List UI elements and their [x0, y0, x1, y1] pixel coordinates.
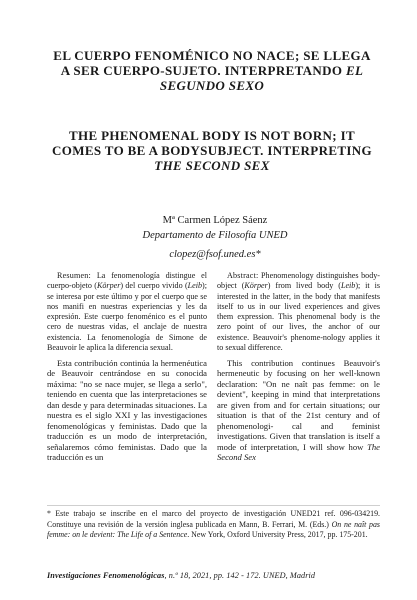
english-title-line-2: COMES TO BE A BODYSUBJECT. INTERPRETING	[52, 143, 372, 158]
abstract-english-paragraph-2: This contribution continues Beauvoir's hermeneutic by focusing on her well-known declaration: "On ne naît pas femme: on le devient", keeping in mind that interpretations are given from and for certain situations; our situation is that of the 21st century and of phenomenologi- cal and feminist investigations. Given that translation is itself a mode of interpretation, I will show how The Second Sex	[217, 358, 380, 463]
author-affiliation: Departamento de Filosofía UNED	[142, 230, 288, 241]
abstract-spanish	[47, 271, 207, 463]
spanish-title-line-1: EL CUERPO FENOMÉNICO NO NACE; SE LLEGA	[53, 48, 371, 63]
abstract-english-heading: Abstract:	[227, 271, 259, 280]
footnote: * Este trabajo se inscribe en el marco del proyecto de investigación UNED21 ref. 096-034219. Constituye una revisión de la versión inglesa publicada en Mann, B. Ferrari, M. (Eds.) On ne naît pas femme: on le devient: The Life of a Sentence. New York, Oxford University Press, 2017, pp. 175-201.	[47, 509, 381, 539]
abstract-english	[217, 271, 380, 463]
author-name: Mª Carmen López Sáenz	[162, 215, 268, 226]
spanish-title	[52, 48, 372, 93]
english-title	[52, 128, 372, 173]
abstract-spanish-heading: Resumen:	[57, 271, 91, 280]
english-title-line-1: THE PHENOMENAL BODY IS NOT BORN; IT	[68, 128, 356, 143]
journal-name: Investigaciones Fenomenológicas	[47, 571, 165, 580]
abstract-english-paragraph-1: Abstract: Phenomenology distinguishes body-object (Körper) from lived body (Leib); it is interested in the latter, in the body that manifests itself to us in our lived experiences and gives them expression. This phenomenal body is the zero point of our lives, the anchor of our existence. Beauvoir's phenome-nology applies it to sexual difference.	[217, 271, 380, 352]
journal-issue-info: , n.º 18, 2021, pp. 142 - 172. UNED, Madrid	[164, 571, 316, 580]
footnote-divider	[47, 505, 380, 506]
footnote-book-title: On ne naît pas femme: on le devient: The Life of a Sentence	[47, 519, 381, 539]
spanish-title-line-2: A SER CUERPO-SUJETO. INTERPRETANDO	[60, 63, 346, 78]
journal-footer	[47, 570, 380, 581]
author-email: clopez@fsof.uned.es*	[169, 249, 261, 260]
spanish-title-line-3: SEGUNDO SEXO	[159, 78, 265, 93]
abstract-spanish-paragraph-1: Resumen: La fenomenología distingue el cuerpo-objeto (Körper) del cuerpo vivido (Leib); se interesa por este último y por el cuerpo que se nos manifi en nuestras experiencias y les da expresión. Este cuerpo fenoménico es el punto cero de nuestras vidas, el anclaje de nuestra existencia. La fenomenología de Simone de Beauvoir le aplica la diferencia sexual.	[47, 271, 207, 352]
abstract-spanish-paragraph-2: Esta contribución continúa la hermenéutica de Beauvoir centrándose en su conocida máxima: "no se nace mujer, se llega a serlo", teniendo en cuenta que las interpretaciones se dan desde y para determinadas situaciones. La nuestra es el siglo XXI y las investigaciones fenomenológicas y feministas. Dado que la traducción es un modo de interpretación, señalaremos cómo feministas. Dado que la traducción es un	[47, 358, 207, 463]
english-title-line-3: THE SECOND SEX	[154, 158, 270, 173]
spanish-title-line-2-italic: EL	[345, 63, 364, 78]
